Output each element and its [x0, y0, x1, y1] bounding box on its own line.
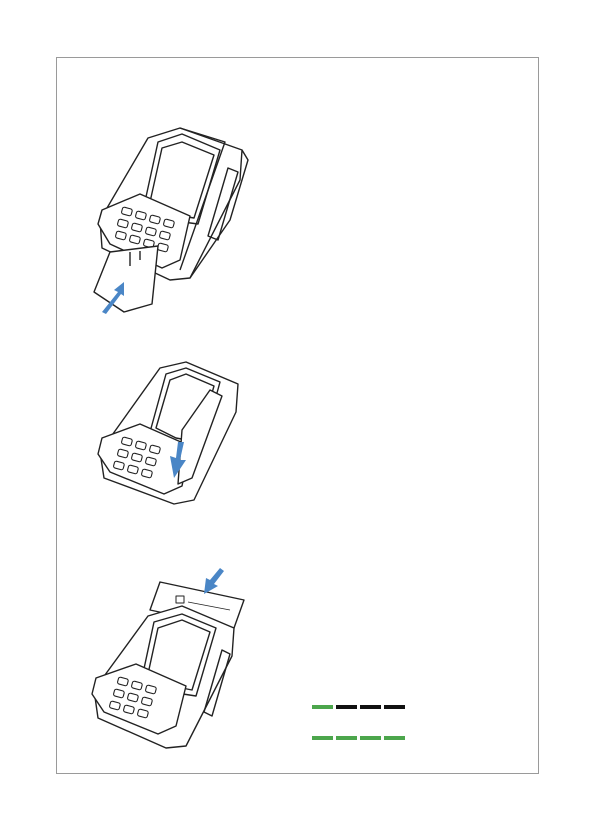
indicator-dash-black	[384, 705, 405, 709]
indicator-dash-green	[312, 705, 333, 709]
indicator-dash-green	[336, 736, 357, 740]
indicator-dash-green	[360, 736, 381, 740]
indicator-row-progress	[312, 705, 405, 709]
indicator-dash-black	[360, 705, 381, 709]
indicator-dash-green	[312, 736, 333, 740]
insert-chip-card-illustration	[80, 120, 250, 320]
indicator-dash-black	[336, 705, 357, 709]
indicator-dash-green	[384, 736, 405, 740]
indicator-row-complete	[312, 736, 405, 740]
swipe-card-illustration	[86, 360, 246, 510]
tap-contactless-card-illustration	[84, 566, 254, 756]
